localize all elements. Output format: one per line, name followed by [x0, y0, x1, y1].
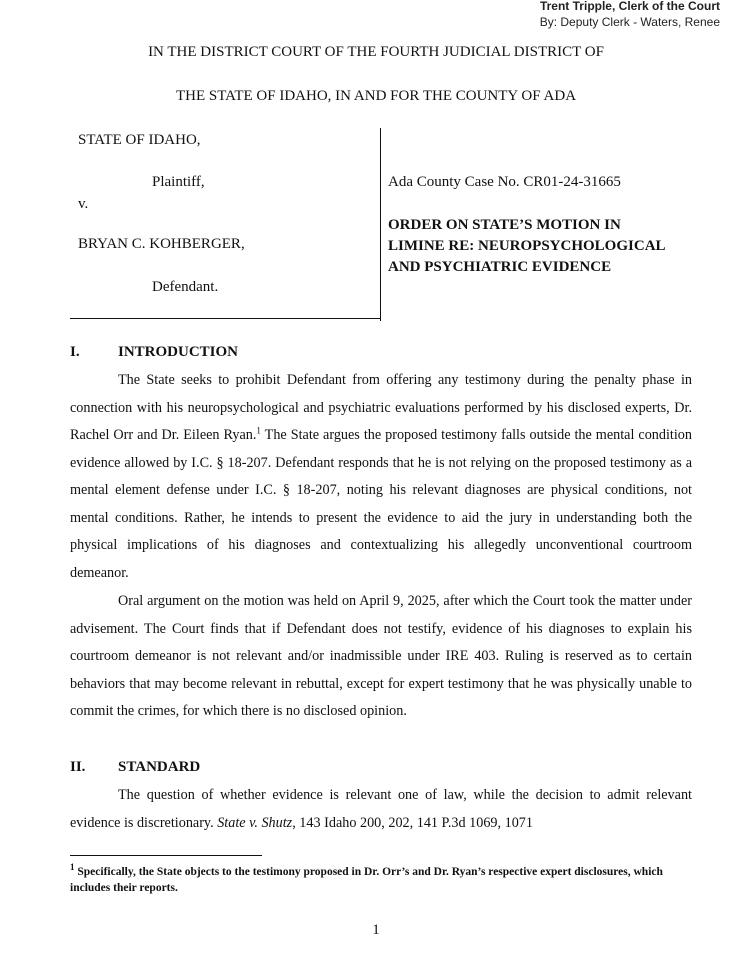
footnote-reference: 1	[256, 425, 261, 436]
section-title: STANDARD	[118, 759, 201, 775]
footnote-separator	[70, 855, 262, 856]
plaintiff-name: STATE OF IDAHO,	[78, 132, 201, 148]
paragraph-text: The State seeks to prohibit Defendant from offering any testimony during the penalty phase in connection with his neuropsychological and psychiatric evaluations performed by his disclosed experts, Dr. Rachel Orr and Dr. Eileen Ryan.	[70, 372, 692, 443]
deputy-clerk: By: Deputy Clerk - Waters, Renee	[539, 15, 720, 29]
footnote	[70, 864, 700, 896]
caption-divider	[380, 128, 381, 321]
case-caption-parties	[70, 124, 380, 319]
section-number: II.	[70, 759, 86, 775]
paragraph-text: Oral argument on the motion was held on April 9, 2025, after which the Court took the matter under advisement. The Court finds that if Defendant does not testify, evidence of his diagnoses to explain his courtroom demeanor is not relevant and/or inadmissible under IRE 403. Ruling is reserved as to certain behaviors that may become relevant in rebuttal, except for expert testimony that he was physically unable to commit the crimes, for which there is no disclosed opinion.	[70, 593, 692, 719]
paragraph-text: The question of whether evidence is relevant one of law, while the decision to admit relevant evidence is discretionary.	[70, 787, 692, 831]
order-title-line: ORDER ON STATE’S MOTION IN	[388, 217, 621, 233]
footnote-marker: 1	[70, 862, 75, 873]
paragraph-text: , 143 Idaho 200, 202, 141 P.3d 1069, 1071	[292, 814, 533, 831]
court-heading-line1: IN THE DISTRICT COURT OF THE FOURTH JUDICIAL DISTRICT OF	[148, 44, 604, 60]
footnote-text: Specifically, the State objects to the testimony proposed in Dr. Orr’s and Dr. Ryan’s respective expert disclosures, which includes their reports.	[70, 866, 663, 894]
case-citation: State v. Shutz	[217, 814, 293, 831]
standard-paragraph-1	[70, 782, 692, 837]
plaintiff-label: Plaintiff,	[152, 174, 205, 190]
order-title-line: LIMINE RE: NEUROPSYCHOLOGICAL	[388, 238, 666, 254]
clerk-filing-stamp	[540, 0, 720, 30]
introduction-paragraph-2	[70, 588, 692, 726]
section-heading-introduction	[70, 344, 238, 361]
clerk-name: Trent Tripple, Clerk of the Court	[539, 0, 720, 13]
page-number: 1	[372, 922, 380, 938]
defendant-label: Defendant.	[152, 279, 219, 295]
section-number: I.	[70, 344, 80, 360]
paragraph-text: The State argues the proposed testimony falls outside the mental condition evidence allowed by I.C. § 18-207. Defendant responds that he is not relying on the proposed testimony as a mental element defense under I.C. § 18-207, noting his relevant diagnoses are physical conditions, not mental conditions. Rather, he intends to present the evidence to aid the jury in understanding both the physical implications of his diagnoses and contextualizing his allegedly unconventional courtroom demeanor.	[70, 427, 692, 581]
section-title: INTRODUCTION	[118, 344, 239, 360]
section-heading-standard	[70, 759, 200, 776]
versus-label: v.	[78, 196, 89, 212]
court-heading-line2: THE STATE OF IDAHO, IN AND FOR THE COUNTY OF ADA	[175, 88, 577, 104]
case-number: Ada County Case No. CR01-24-31665	[388, 174, 621, 190]
introduction-paragraph-1	[70, 367, 692, 587]
order-title	[388, 215, 666, 278]
defendant-name: BRYAN C. KOHBERGER,	[78, 236, 245, 252]
order-title-line: AND PSYCHIATRIC EVIDENCE	[388, 259, 612, 275]
